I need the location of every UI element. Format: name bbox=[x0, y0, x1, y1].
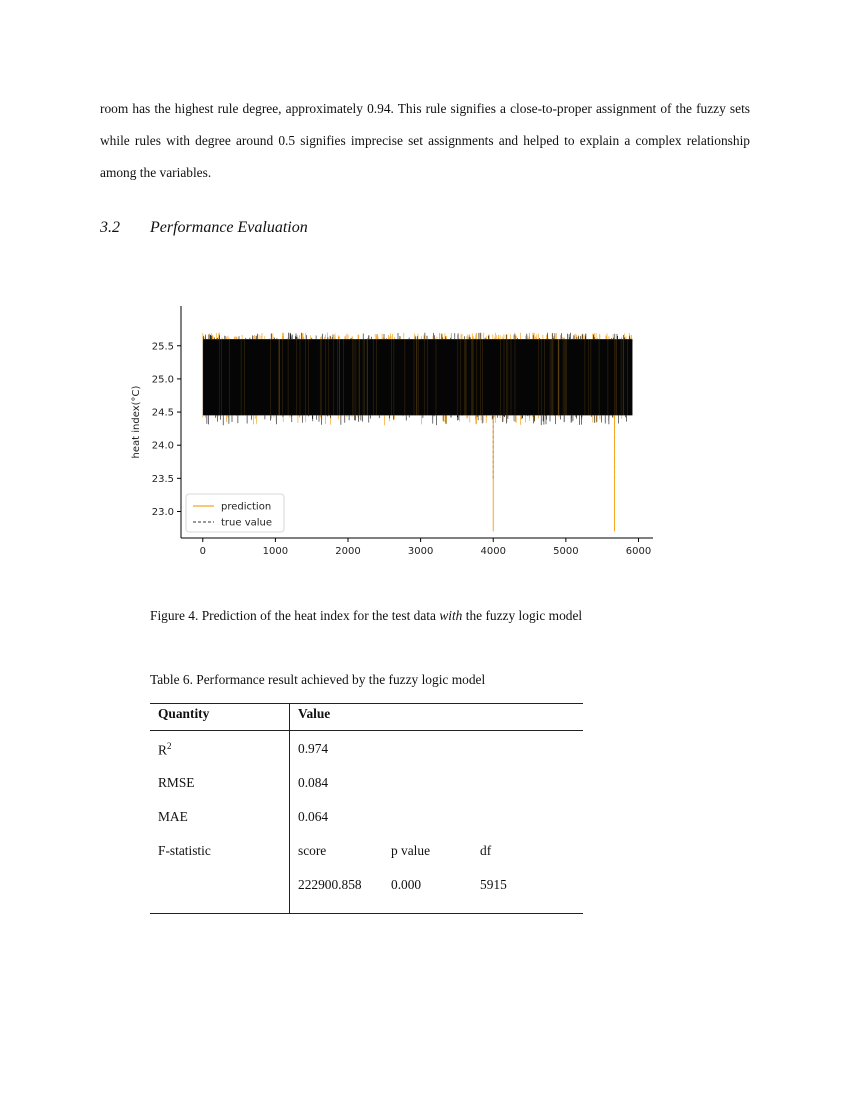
table-row-fstat-values bbox=[150, 871, 583, 914]
r2-label-text: R bbox=[158, 742, 167, 758]
header-value: Value bbox=[290, 704, 584, 731]
header-quantity: Quantity bbox=[150, 704, 290, 731]
fstat-subheader-pvalue: p value bbox=[391, 843, 431, 858]
true-value-band bbox=[203, 339, 633, 415]
rmse-value: 0.084 bbox=[298, 775, 329, 790]
legend-label-prediction: prediction bbox=[221, 501, 272, 513]
section-number: 3.2 bbox=[100, 219, 120, 236]
x-tick-label-2: 2000 bbox=[335, 546, 361, 557]
heat-index-figure bbox=[125, 300, 665, 570]
rmse-label: RMSE bbox=[150, 769, 290, 803]
body-paragraph: room has the highest rule degree, approximately 0.94. This rule signifies a close-to-proper assignment of the fuzzy sets while rules with degree around 0.5 signifies imprecise set assignments and helped to explain a complex relationship among the variables. bbox=[100, 101, 750, 180]
y-tick-label-2: 24.0 bbox=[151, 440, 174, 452]
r2-label bbox=[150, 731, 290, 770]
y-axis-label: heat index(°C) bbox=[131, 385, 142, 459]
x-tick-label-0: 0 bbox=[199, 546, 206, 557]
fstat-subheaders bbox=[290, 837, 584, 871]
y-tick-label-3: 24.5 bbox=[151, 407, 174, 419]
fstat-label: F-statistic bbox=[150, 837, 290, 871]
fstat-empty-cell bbox=[150, 871, 290, 914]
y-tick-label-0: 23.0 bbox=[151, 506, 174, 518]
fstat-subheader-score: score bbox=[298, 843, 327, 858]
table-row-r2 bbox=[150, 731, 583, 770]
r2-label-sup: 2 bbox=[166, 741, 172, 751]
y-tick-label-5: 25.5 bbox=[151, 341, 174, 353]
legend-label-true-value: true value bbox=[221, 517, 273, 529]
heat-index-chart bbox=[125, 300, 665, 570]
fstat-df-value: 5915 bbox=[480, 877, 507, 892]
section-title: Performance Evaluation bbox=[150, 219, 308, 236]
table-row-mae bbox=[150, 803, 583, 837]
fstat-values bbox=[290, 871, 584, 914]
mae-label: MAE bbox=[150, 803, 290, 837]
x-tick-label-3: 3000 bbox=[407, 546, 434, 557]
table-caption: Table 6. Performance result achieved by the fuzzy logic model bbox=[150, 672, 486, 687]
fstat-pvalue-value: 0.000 bbox=[391, 877, 422, 892]
table-header-row bbox=[150, 704, 583, 731]
figure-caption bbox=[150, 608, 582, 624]
x-tick-label-4: 4000 bbox=[480, 546, 506, 557]
table-row-fstat-headers bbox=[150, 837, 583, 871]
x-tick-label-5: 5000 bbox=[553, 546, 579, 557]
table-row-rmse bbox=[150, 769, 583, 803]
figure-caption-prefix: Figure 4. Prediction of the heat index for the test data bbox=[150, 608, 440, 623]
fstat-subheader-df: df bbox=[480, 843, 492, 858]
fstat-score-value: 222900.858 bbox=[298, 877, 362, 892]
performance-table-wrapper bbox=[150, 703, 583, 914]
figure-caption-suffix: the fuzzy logic model bbox=[462, 608, 583, 623]
y-tick-label-1: 23.5 bbox=[151, 473, 174, 485]
mae-value: 0.064 bbox=[298, 809, 329, 824]
performance-table bbox=[150, 703, 583, 914]
y-tick-label-4: 25.0 bbox=[151, 374, 174, 386]
x-tick-label-1: 1000 bbox=[262, 546, 289, 557]
figure-caption-emph: with bbox=[439, 608, 463, 623]
x-tick-label-6: 6000 bbox=[625, 546, 652, 557]
r2-value: 0.974 bbox=[298, 741, 329, 756]
section-heading bbox=[100, 219, 308, 237]
